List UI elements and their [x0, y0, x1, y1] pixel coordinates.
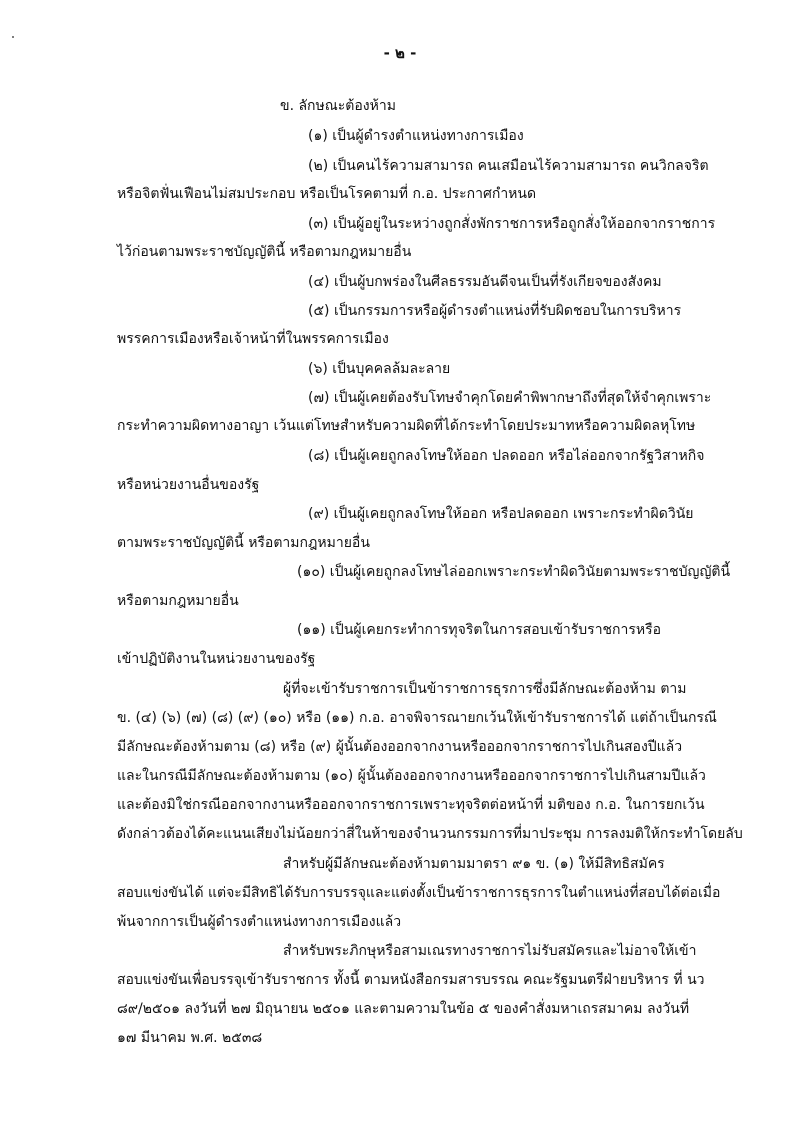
text-line: กระทำความผิดทางอาญา เว้นแต่โทษสำหรับความผิดที่ได้กระทำโดยประมาทหรือความผิดลหุโทษ: [117, 418, 696, 434]
text-line: หรือจิตฟั่นเฟือนไม่สมประกอบ หรือเป็นโรคตามที่ ก.อ. ประกาศกำหนด: [117, 186, 537, 202]
text-line: ผู้ที่จะเข้ารับราชการเป็นข้าราชการธุรการซึ่งมีลักษณะต้องห้าม ตาม: [283, 681, 687, 697]
text-line: ไว้ก่อนตามพระราชบัญญัตินี้ หรือตามกฎหมายอื่น: [117, 244, 412, 260]
page-number: - ๒ -: [383, 44, 417, 62]
text-line: (๔) เป็นผู้บกพร่องในศีลธรรมอันดีจนเป็นที่รังเกียจของสังคม: [308, 274, 662, 290]
text-line: สอบแข่งขันเพื่อบรรจุเข้ารับราชการ ทั้งนี้ ตามหนังสือกรมสารบรรณ คณะรัฐมนตรีฝ่ายบริหาร ที่ นว: [117, 972, 705, 988]
text-line: (๑๐) เป็นผู้เคยถูกลงโทษไล่ออกเพราะกระทำผิดวินัยตามพระราชบัญญัตินี้: [297, 564, 731, 580]
text-line: สำหรับผู้มีลักษณะต้องห้ามตามมาตรา ๙๑ ข. (๑) ให้มีสิทธิสมัคร: [283, 856, 665, 872]
text-line: ๘๙/๒๕๐๑ ลงวันที่ ๒๗ มิถุนายน ๒๕๐๑ และตามความในข้อ ๕ ของคำสั่งมหาเถรสมาคม ลงวันที่: [117, 1001, 690, 1017]
text-line: (๖) เป็นบุคคลล้มละลาย: [308, 361, 451, 377]
text-line: เข้าปฏิบัติงานในหน่วยงานของรัฐ: [117, 651, 316, 667]
text-line: มีลักษณะต้องห้ามตาม (๘) หรือ (๙) ผู้นั้นต้องออกจากงานหรือออกจากราชการไปเกินสองปีแล้ว: [117, 739, 683, 755]
text-line: ๑๗ มีนาคม พ.ศ. ๒๕๓๘: [117, 1030, 263, 1046]
text-line: สำหรับพระภิกษุหรือสามเณรทางราชการไม่รับสมัครและไม่อาจให้เข้า: [283, 943, 697, 959]
text-line: ดังกล่าวต้องได้คะแนนเสียงไม่น้อยกว่าสี่ในห้าของจำนวนกรรมการที่มาประชุม การลงมติให้กระทำโดยลับ: [117, 826, 743, 842]
text-line: (๓) เป็นผู้อยู่ในระหว่างถูกสั่งพักราชการหรือถูกสั่งให้ออกจากราชการ: [308, 216, 716, 232]
text-line: พรรคการเมืองหรือเจ้าหน้าที่ในพรรคการเมือง: [117, 331, 389, 347]
text-line: (๑) เป็นผู้ดำรงตำแหน่งทางการเมือง: [308, 128, 524, 144]
text-line: ตามพระราชบัญญัตินี้ หรือตามกฎหมายอื่น: [117, 535, 370, 551]
text-line: (๒) เป็นคนไร้ความสามารถ คนเสมือนไร้ความสามารถ คนวิกลจริต: [308, 158, 709, 174]
text-line: สอบแข่งขันได้ แต่จะมีสิทธิได้รับการบรรจุและแต่งตั้งเป็นข้าราชการธุรการในตำแหน่งที่สอบได้ต่อเมื่อ: [117, 885, 721, 901]
text-line: (๕) เป็นกรรมการหรือผู้ดำรงตำแหน่งที่รับผิดชอบในการบริหาร: [308, 303, 682, 319]
text-line: พ้นจากการเป็นผู้ดำรงตำแหน่งทางการเมืองแล้ว: [117, 914, 402, 930]
text-line: และต้องมิใช่กรณีออกจากงานหรือออกจากราชการเพราะทุจริตต่อหน้าที่ มติของ ก.อ. ในการยกเว้น: [117, 797, 705, 813]
scan-speck: [12, 36, 14, 38]
text-line: (๑๑) เป็นผู้เคยกระทำการทุจริตในการสอบเข้ารับราชการหรือ: [297, 622, 662, 638]
text-line: (๘) เป็นผู้เคยถูกลงโทษให้ออก ปลดออก หรือไล่ออกจากรัฐวิสาหกิจ: [308, 448, 705, 464]
text-line: หรือตามกฎหมายอื่น: [117, 593, 239, 609]
text-line: (๗) เป็นผู้เคยต้องรับโทษจำคุกโดยคำพิพากษาถึงที่สุดให้จำคุกเพราะ: [308, 390, 712, 406]
text-line: ข. (๔) (๖) (๗) (๘) (๙) (๑๐) หรือ (๑๑) ก.อ. อาจพิจารณายกเว้นให้เข้ารับราชการได้ แต่ถ้าเป็นกรณี: [117, 710, 717, 726]
text-line: (๙) เป็นผู้เคยถูกลงโทษให้ออก หรือปลดออก เพราะกระทำผิดวินัย: [308, 506, 694, 522]
text-line: หรือหน่วยงานอื่นของรัฐ: [117, 477, 260, 493]
text-line: และในกรณีมีลักษณะต้องห้ามตาม (๑๐) ผู้นั้นต้องออกจากงานหรือออกจากราชการไปเกินสามปีแล้ว: [117, 768, 706, 784]
section-heading: ข. ลักษณะต้องห้าม: [280, 98, 396, 114]
